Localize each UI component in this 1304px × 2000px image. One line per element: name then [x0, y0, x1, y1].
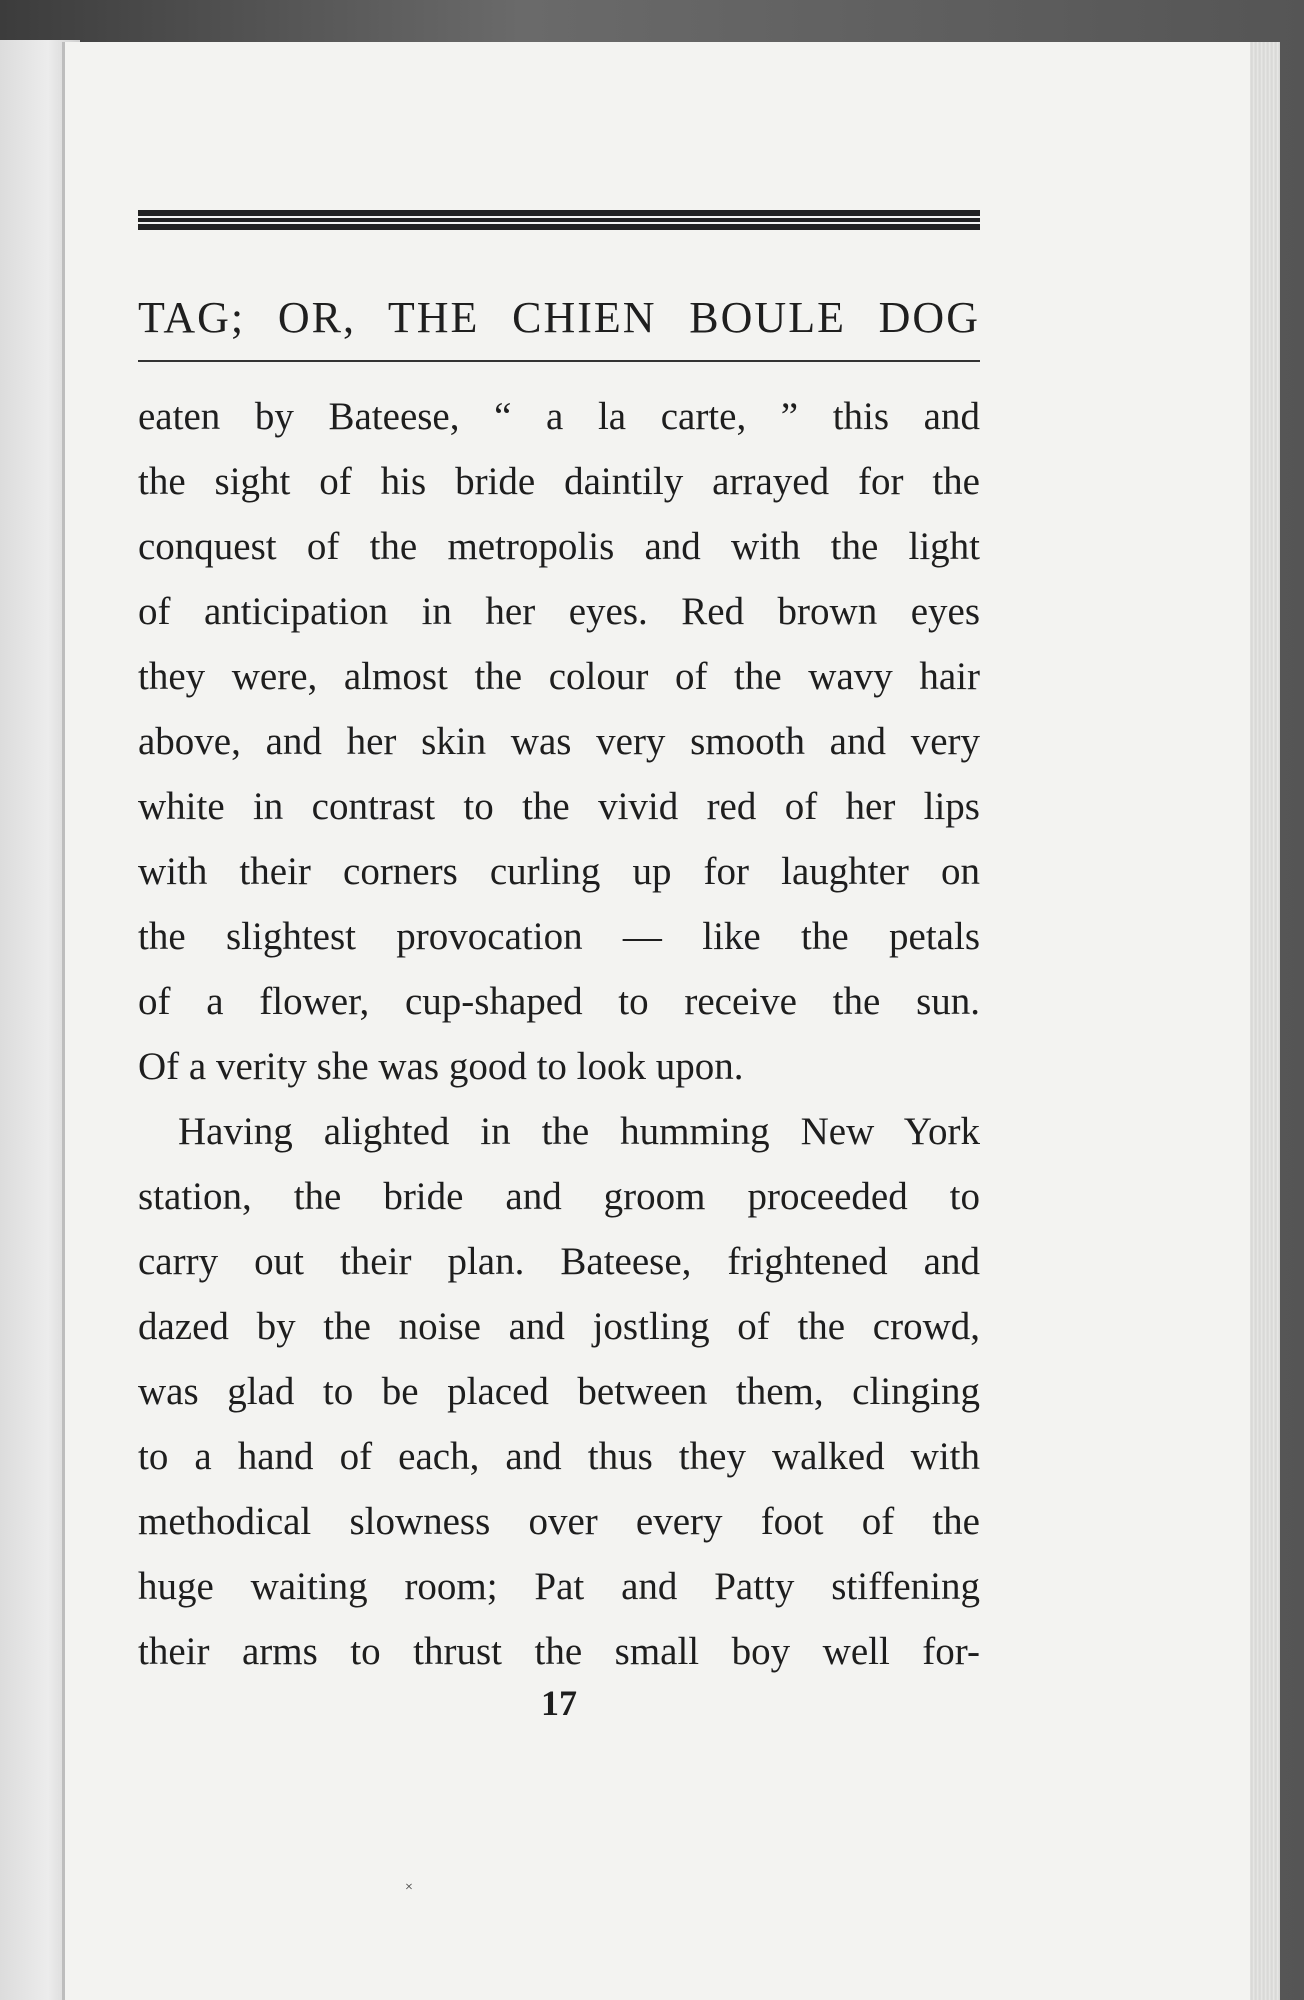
header-rule-middle	[138, 218, 980, 222]
text-line: to a hand of each, and thus they walked with	[138, 1435, 980, 1478]
scan-speck: ×	[405, 1880, 413, 1895]
text-line: white in contrast to the vivid red of her lips	[138, 785, 980, 828]
text-line: conquest of the metropolis and with the light	[138, 525, 980, 568]
text-line: above, and her skin was very smooth and very	[138, 720, 980, 763]
text-line: eaten by Bateese, “ a la carte, ” this and	[138, 395, 980, 438]
text-line: station, the bride and groom proceeded to	[138, 1175, 980, 1218]
text-line: with their corners curling up for laughter on	[138, 850, 980, 893]
body-text	[138, 384, 980, 1684]
page-number: 17	[541, 1683, 577, 1723]
text-line: they were, almost the colour of the wavy hair	[138, 655, 980, 698]
text-line: Having alighted in the humming New York	[178, 1110, 980, 1153]
text-line: huge waiting room; Pat and Patty stiffening	[138, 1565, 980, 1608]
running-head: TAG; OR, THE CHIEN BOULE DOG	[138, 293, 980, 342]
text-line: dazed by the noise and jostling of the crowd,	[138, 1305, 980, 1348]
text-line: carry out their plan. Bateese, frightened and	[138, 1240, 980, 1283]
text-line: of a flower, cup-shaped to receive the sun.	[138, 980, 980, 1023]
text-line: their arms to thrust the small boy well for-	[138, 1630, 980, 1673]
text-line: methodical slowness over every foot of the	[138, 1500, 980, 1543]
page-fore-edge	[1250, 42, 1280, 2000]
text-line: Of a verity she was good to look upon.	[138, 1045, 744, 1088]
text-line: the slightest provocation — like the petals	[138, 915, 980, 958]
text-line: the sight of his bride daintily arrayed for the	[138, 460, 980, 503]
text-line: of anticipation in her eyes. Red brown eyes	[138, 590, 980, 633]
text-line: was glad to be placed between them, clinging	[138, 1370, 980, 1413]
header-thin-rule	[138, 360, 980, 362]
